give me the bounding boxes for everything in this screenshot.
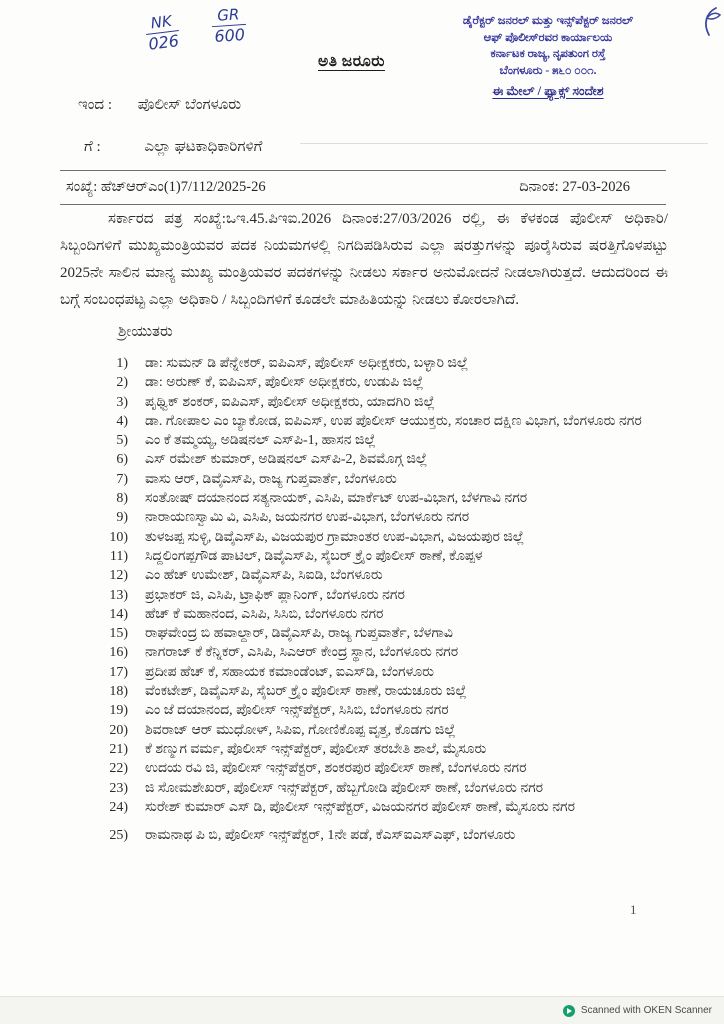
list-item-text: ಕೆ ಶಣ್ಮುಗ ವರ್ಮ, ಪೊಲೀಸ್ ಇನ್ಸ್‌ಪೆಕ್ಟರ್, ಪೊಲೀಸ್ ತರಬೇತಿ ಶಾಲೆ, ಮೈಸೂರು xyxy=(145,741,487,757)
list-item xyxy=(94,798,666,817)
list-item xyxy=(94,779,666,798)
list-item xyxy=(94,470,666,489)
letterhead-line: ಬೆಂಗಳೂರು - ೫೬೦ ೦೦೧. xyxy=(499,64,597,77)
list-item-number: 3) xyxy=(116,394,128,410)
handwritten-text: 600 xyxy=(213,24,246,46)
list-item xyxy=(94,721,666,740)
list-item-text: ಹೆಚ್ ಕೆ ಮಹಾನಂದ, ಎಸಿಪಿ, ಸಿಸಿಬಿ, ಬೆಂಗಳೂರು ನಗರ xyxy=(145,606,384,622)
pen-doodle-icon xyxy=(694,4,724,44)
from-row xyxy=(78,96,241,114)
list-item-text: ಜಿ ಸೋಮಶೇಖರ್, ಪೊಲೀಸ್ ಇನ್ಸ್‌ಪೆಕ್ಟರ್, ಹೆಬ್ಬಗೋಡಿ ಪೊಲೀಸ್ ಠಾಣೆ, ಬೆಂಗಳೂರು ನಗರ xyxy=(145,780,544,796)
list-item-text: ರಾಮನಾಥ ಪಿ ಬಿ, ಪೊಲೀಸ್ ಇನ್ಸ್‌ಪೆಕ್ಟರ್, 1ನೇ ಪಡೆ, ಕೆಎಸ್‌ಐಎಸ್‌ಎಫ್, ಬೆಂಗಳೂರು xyxy=(145,828,516,844)
list-item-number: 22) xyxy=(109,761,128,777)
list-item-text: ಸಂತೋಷ್ ದಯಾನಂದ ಸತ್ಯನಾಯಕ್, ಎಸಿಪಿ, ಮಾರ್ಕೆಟ್ ಉಪ-ವಿಭಾಗ, ಬೆಳಗಾವಿ ನಗರ xyxy=(145,491,528,507)
handwritten-mark-left xyxy=(144,11,182,54)
handwritten-text: NK xyxy=(144,11,179,35)
list-item xyxy=(94,547,666,566)
salutation: ಶ್ರೀಯುತರು xyxy=(118,324,173,340)
to-value: ಎಲ್ಲಾ ಘಟಕಾಧಿಕಾರಿಗಳಿಗೆ xyxy=(144,139,263,155)
recipient-list xyxy=(94,354,666,845)
list-item-text: ಸುರೇಶ್ ಕುಮಾರ್ ಎಸ್ ಡಿ, ಪೊಲೀಸ್ ಇನ್ಸ್‌ಪೆಕ್ಟರ್, ವಿಜಯನಗರ ಪೊಲೀಸ್ ಠಾಣೆ, ಮೈಸೂರು ನಗರ xyxy=(145,799,576,815)
list-item-text: ಡಾ. ಗೋಪಾಲ ಎಂ ಬ್ಯಾಕೋಡ, ಐಪಿಎಸ್, ಉಪ ಪೊಲೀಸ್ ಆಯುಕ್ತರು, ಸಂಚಾರ ದಕ್ಷಿಣ ವಿಭಾಗ, ಬೆಂಗಳೂರು ನಗರ xyxy=(145,413,642,429)
list-item-number: 7) xyxy=(116,471,128,487)
letterhead xyxy=(380,13,716,101)
list-item xyxy=(94,759,666,778)
list-item-text: ವಾಸು ಆರ್, ಡಿವೈಎಸ್‌ಪಿ, ರಾಜ್ಯ ಗುಪ್ತವಾರ್ತೆ, ಬೆಂಗಳೂರು xyxy=(145,471,397,487)
handwritten-text: GR xyxy=(211,5,246,27)
to-row xyxy=(84,138,262,156)
list-item-text: ಉದಯ ರವಿ ಜಿ, ಪೊಲೀಸ್ ಇನ್ಸ್‌ಪೆಕ್ಟರ್, ಶಂಕರಪುರ ಪೊಲೀಸ್ ಠಾಣೆ, ಬೆಂಗಳೂರು ನಗರ xyxy=(145,761,527,777)
from-label: ಇಂದ : xyxy=(78,97,113,113)
list-item-number: 14) xyxy=(109,606,128,622)
reference-number: ಸಂಖ್ಯೆ: ಹೆಚ್‌ಆರ್‌ಎಂ(1)7/112/2025-26 xyxy=(66,179,266,195)
scanner-label: Scanned with OKEN Scanner xyxy=(580,1005,712,1016)
list-item-number: 10) xyxy=(109,529,128,545)
list-item-text: ಎಸ್ ರಮೇಶ್ ಕುಮಾರ್, ಅಡಿಷನಲ್ ಎಸ್‌ಪಿ-2, ಶಿವಮೊಗ್ಗ ಜಿಲ್ಲೆ xyxy=(145,452,428,468)
list-item xyxy=(94,740,666,759)
list-item-number: 17) xyxy=(109,664,128,680)
list-item xyxy=(94,663,666,682)
list-item-number: 6) xyxy=(116,452,128,468)
list-item-text: ವೆಂಕಟೇಶ್, ಡಿವೈಎಸ್‌ಪಿ, ಸೈಬರ್ ಕ್ರೈಂ ಪೊಲೀಸ್ ಠಾಣೆ, ರಾಯಚೂರು ಜಿಲ್ಲೆ xyxy=(145,684,467,700)
list-item-number: 20) xyxy=(109,722,128,738)
list-item-number: 19) xyxy=(109,703,128,719)
list-item-number: 9) xyxy=(116,510,128,526)
list-item-text: ಡಾ: ಅರುಣ್ ಕೆ, ಐಪಿಎಸ್, ಪೊಲೀಸ್ ಅಧೀಕ್ಷಕರು, ಉಡುಪಿ ಜಿಲ್ಲೆ xyxy=(145,375,424,391)
urgency-heading: ಅತಿ ಜರೂರು xyxy=(318,53,385,70)
list-item-text: ಪ್ರಭಾಕರ್ ಜಿ, ಎಸಿಪಿ, ಟ್ರಾಫಿಕ್ ಪ್ಲಾನಿಂಗ್, ಬೆಂಗಳೂರು ನಗರ xyxy=(145,587,405,603)
list-item-number: 12) xyxy=(109,568,128,584)
list-item xyxy=(94,412,666,431)
list-item-text: ಎಂ ಹೆಚ್ ಉಮೇಶ್, ಡಿವೈಎಸ್‌ಪಿ, ಸಿಐಡಿ, ಬೆಂಗಳೂರು xyxy=(145,568,383,584)
list-item-text: ಪ್ರದೀಪ ಹೆಚ್ ಕೆ, ಸಹಾಯಕ ಕಮಾಂಡೆಂಟ್, ಐಎಸ್‌ಡಿ, ಬೆಂಗಳೂರು xyxy=(145,664,435,680)
list-item xyxy=(94,643,666,662)
list-item xyxy=(94,826,666,845)
reference-date: ದಿನಾಂಕ: 27-03-2026 xyxy=(519,179,630,195)
list-item-number: 2) xyxy=(116,375,128,391)
list-item-number: 13) xyxy=(109,587,128,603)
list-item-number: 5) xyxy=(116,433,128,449)
page-number: 1 xyxy=(630,902,637,917)
list-item xyxy=(94,528,666,547)
list-item-number: 25) xyxy=(109,828,128,844)
list-item-text: ಪೃಥ್ವಿಕ್ ಶಂಕರ್, ಐಪಿಎಸ್, ಪೊಲೀಸ್ ಅಧೀಕ್ಷಕರು, ಯಾದಗಿರಿ ಜಿಲ್ಲೆ xyxy=(145,394,435,410)
scanner-footer xyxy=(0,997,724,1024)
list-item xyxy=(94,701,666,720)
list-item-number: 21) xyxy=(109,741,128,757)
letterhead-line: ಕರ್ನಾಟಕ ರಾಜ್ಯ, ನೃಪತುಂಗ ರಸ್ತೆ xyxy=(490,48,606,60)
list-item xyxy=(94,624,666,643)
list-item xyxy=(94,450,666,469)
letterhead-line: ಡೈರೆಕ್ಟರ್ ಜನರಲ್ ಮತ್ತು ಇನ್ಸ್‌ಪೆಕ್ಟರ್ ಜನರಲ್ xyxy=(462,15,634,27)
letterhead-line: ಆಫ್ ಪೊಲೀಸ್‌ರವರ ಕಾರ್ಯಾಲಯ xyxy=(483,31,613,44)
scan-artifact-line xyxy=(300,143,708,144)
body-paragraph: ಸರ್ಕಾರದ ಪತ್ರ ಸಂಖ್ಯೆ:ಒಇ.45.ಪಿಇಐ.2026 ದಿನಾಂಕ:27/03/2026 ರಲ್ಲಿ, ಈ ಕೆಳಕಂಡ ಪೊಲೀಸ್ ಅಧಿಕಾರಿ/ಸಿಬ್ಬಂದಿಗಳಿಗೆ ಮುಖ್ಯಮಂತ್ರಿಯವರ ಪದಕ ನಿಯಮಗಳಲ್ಲಿ ನಿಗದಿಪಡಿಸಿರುವ ಎಲ್ಲಾ ಷರತ್ತುಗಳನ್ನು ಪೂರೈಸಿರುವ ಷರತ್ತಿಗೊಳಪಟ್ಟು 2025ನೇ ಸಾಲಿನ ಮಾನ್ಯ ಮುಖ್ಯ ಮಂತ್ರಿಯವರ ಪದಕಗಳನ್ನು ನೀಡಲು ಸರ್ಕಾರ ಅನುಮೋದನೆ ನೀಡಲಾಗಿರುತ್ತದೆ. ಆದುದರಿಂದ ಈ ಬಗ್ಗೆ ಸಂಬಂಧಪಟ್ಟ ಎಲ್ಲಾ ಅಧಿಕಾರಿ / ಸಿಬ್ಬಂದಿಗಳಿಗೆ ಕೂಡಲೇ ಮಾಹಿತಿಯನ್ನು ನೀಡಲು ಕೋರಲಾಗಿದೆ. xyxy=(60,211,668,308)
to-label: ಗೆ : xyxy=(84,139,101,155)
list-item-text: ಸಿದ್ದಲಿಂಗಪ್ಪಗೌಡ ಪಾಟಿಲ್, ಡಿವೈಎಸ್‌ಪಿ, ಸೈಬರ್ ಕ್ರೈಂ ಪೊಲೀಸ್ ಠಾಣೆ, ಕೊಪ್ಪಳ xyxy=(145,548,483,564)
list-item xyxy=(94,586,666,605)
list-item-text: ಎಂ ಕೆ ತಮ್ಮಯ್ಯ, ಅಡಿಷನಲ್ ಎಸ್‌ಪಿ-1, ಹಾಸನ ಜಿಲ್ಲೆ xyxy=(145,433,376,449)
list-item xyxy=(94,373,666,392)
list-item xyxy=(94,605,666,624)
list-item-text: ನಾರಾಯಣಸ್ವಾಮಿ ವಿ, ಎಸಿಪಿ, ಜಯನಗರ ಉಪ-ವಿಭಾಗ, ಬೆಂಗಳೂರು ನಗರ xyxy=(145,510,470,526)
oken-scanner-icon xyxy=(563,1005,575,1017)
list-item xyxy=(94,431,666,450)
list-item-text: ಶಿವರಾಜ್ ಆರ್ ಮುಧೋಳ್, ಸಿಪಿಐ, ಗೋಣಿಕೊಪ್ಪ ವೃತ್ತ, ಕೊಡಗು ಜಿಲ್ಲೆ xyxy=(145,722,456,738)
list-item xyxy=(94,489,666,508)
list-item xyxy=(94,354,666,373)
list-item-number: 4) xyxy=(116,413,128,429)
list-item-number: 24) xyxy=(109,799,128,815)
list-item-text: ರಾಘವೇಂದ್ರ ಬಿ ಹವಾಲ್ದಾರ್, ಡಿವೈಎಸ್‌ಪಿ, ರಾಜ್ಯ ಗುಪ್ತವಾರ್ತೆ, ಬೆಳಗಾವಿ xyxy=(145,626,453,642)
from-value: ಪೊಲೀಸ್ ಬೆಂಗಳೂರು xyxy=(137,97,241,113)
list-item-number: 23) xyxy=(109,780,128,796)
document-body xyxy=(60,206,668,346)
list-item-number: 15) xyxy=(109,626,128,642)
list-item xyxy=(94,566,666,585)
list-item-text: ತುಳಜಪ್ಪ ಸುಳ್ಳಿ, ಡಿವೈಎಸ್‌ಪಿ, ವಿಜಯಪುರ ಗ್ರಾಮಾಂತರ ಉಪ-ವಿಭಾಗ, ವಿಜಯಪುರ ಜಿಲ್ಲೆ xyxy=(145,529,525,545)
list-item-number: 1) xyxy=(116,356,128,371)
reference-row xyxy=(60,170,666,205)
list-item-text: ಎಂ ಜೆ ದಯಾನಂದ, ಪೊಲೀಸ್ ಇನ್ಸ್‌ಪೆಕ್ಟರ್, ಸಿಸಿಬಿ, ಬೆಂಗಳೂರು ನಗರ xyxy=(145,703,449,719)
list-item xyxy=(94,682,666,701)
list-item xyxy=(94,393,666,412)
list-item-number: 16) xyxy=(109,645,128,661)
list-item-number: 18) xyxy=(109,684,128,700)
channel-heading: ಈ ಮೇಲ್ / ಫ್ಯಾಕ್ಸ್ ಸಂದೇಶ xyxy=(492,84,604,98)
list-item-number: 11) xyxy=(109,548,128,564)
handwritten-mark-right xyxy=(211,5,248,47)
list-item-text: ನಾಗರಾಜ್ ಕೆ ಕೆನ್ನಿಕರ್, ಎಸಿಪಿ, ಸಿಎಆರ್ ಕೇಂದ್ರ ಸ್ಥಾನ, ಬೆಂಗಳೂರು ನಗರ xyxy=(145,645,459,661)
handwritten-text: 026 xyxy=(147,30,180,54)
list-item-text: ಡಾ: ಸುಮನ್ ಡಿ ಪೆನ್ನೇಕರ್, ಐಪಿಎಸ್, ಪೊಲೀಸ್ ಅಧೀಕ್ಷಕರು, ಬಳ್ಳಾರಿ ಜಿಲ್ಲೆ xyxy=(145,356,469,371)
list-item-number: 8) xyxy=(116,491,128,507)
list-item xyxy=(94,508,666,527)
